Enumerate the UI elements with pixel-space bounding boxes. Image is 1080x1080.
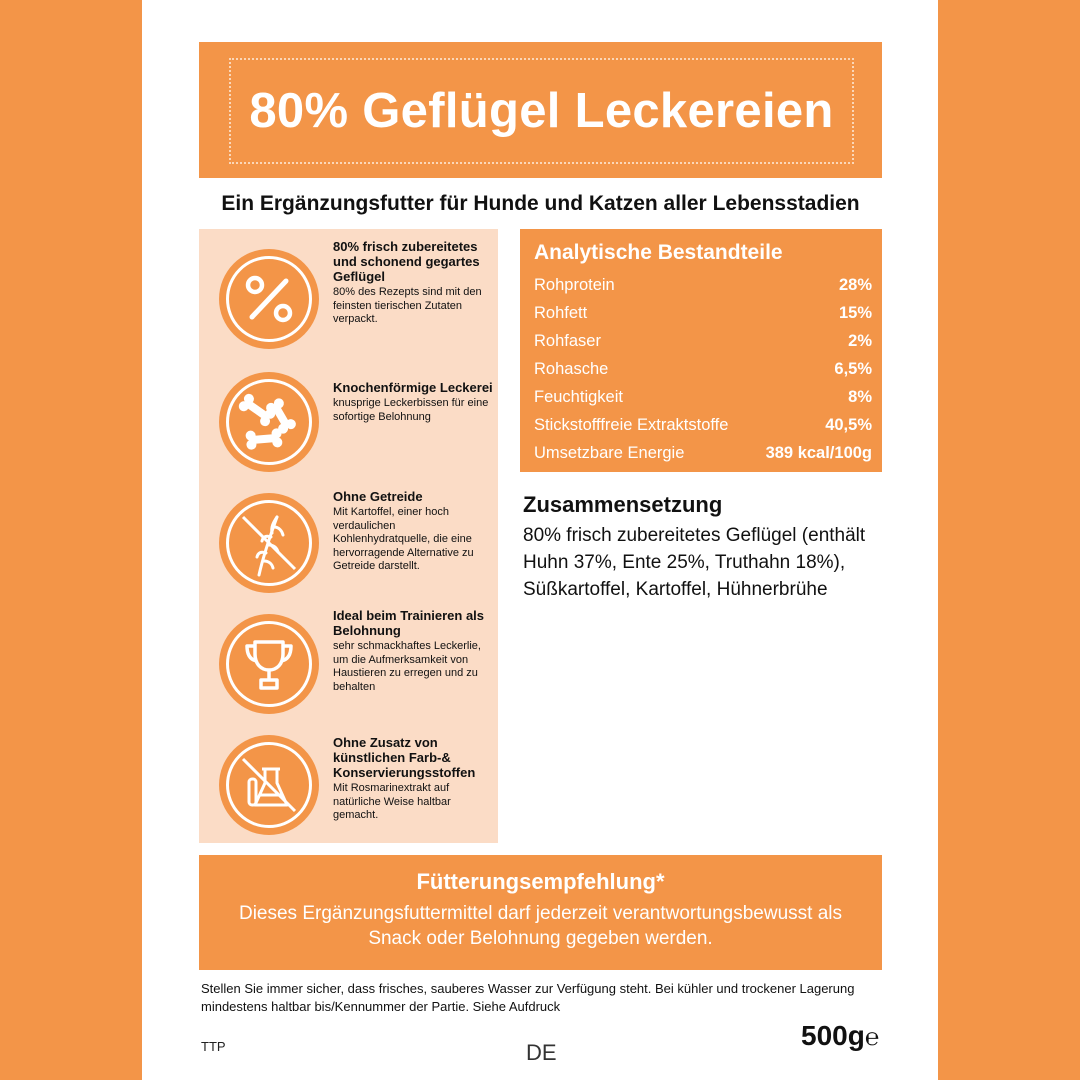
ttp-code: TTP	[201, 1039, 226, 1054]
feature-heading: Knochenförmige Leckerei	[333, 380, 493, 395]
page-title: 80% Geflügel Leckereien	[249, 84, 834, 138]
feature-item	[199, 239, 498, 359]
feature-description: Mit Kartoffel, einer hoch verdaulichen Kohlenhydratquelle, die eine hervorragende Alternative zu Getreide darstellt.	[333, 506, 474, 572]
feature-heading: 80% frisch zubereitetes und schonend gegartes Geflügel	[333, 239, 480, 284]
analysis-row	[534, 439, 872, 467]
feature-item	[199, 483, 498, 603]
analysis-label: Rohasche	[534, 359, 609, 378]
analysis-label: Stickstofffreie Extraktstoffe	[534, 415, 729, 434]
net-weight-value: 500g	[801, 1020, 865, 1051]
feature-item	[199, 362, 498, 482]
analysis-row	[534, 355, 872, 383]
analysis-row	[534, 299, 872, 327]
analysis-label: Rohfaser	[534, 331, 601, 350]
analysis-value: 28%	[838, 275, 872, 294]
feature-heading: Ohne Zusatz von künstlichen Farb-& Konservierungsstoffen	[333, 735, 476, 780]
percent-icon	[219, 249, 319, 349]
title-banner	[199, 42, 882, 178]
analysis-label: Feuchtigkeit	[534, 387, 623, 406]
estimated-sign: ℮	[864, 1024, 880, 1051]
feature-description: 80% des Rezepts sind mit den feinsten tierischen Zutaten verpackt.	[333, 286, 482, 325]
trophy-icon	[219, 614, 319, 714]
feature-item	[199, 604, 498, 724]
feature-heading: Ideal beim Trainieren als Belohnung	[333, 608, 485, 638]
composition-heading: Zusammensetzung	[523, 492, 723, 517]
feature-item	[199, 725, 498, 845]
bone-icon	[219, 372, 319, 472]
subtitle: Ein Ergänzungsfutter für Hunde und Katzen aller Lebensstadien	[221, 192, 860, 215]
feeding-banner	[199, 855, 882, 970]
features-panel	[199, 229, 498, 843]
analysis-row	[534, 271, 872, 299]
analysis-row	[534, 411, 872, 439]
language-code: DE	[526, 1040, 557, 1065]
analysis-value: 40,5%	[825, 415, 872, 434]
feeding-text: Dieses Ergänzungsfuttermittel darf jederzeit verantwortungsbewusst als Snack oder Belohnung gegeben werden.	[238, 903, 842, 949]
title-frame	[229, 58, 854, 164]
analysis-value: 2%	[848, 331, 872, 350]
analysis-row	[534, 383, 872, 411]
analysis-value: 8%	[848, 387, 872, 406]
analysis-value: 389 kcal/100g	[765, 443, 872, 462]
feature-description: knusprige Leckerbissen für eine sofortige Belohnung	[333, 397, 489, 423]
analysis-value: 15%	[838, 303, 872, 322]
analysis-heading: Analytische Bestandteile	[534, 241, 783, 264]
analysis-value: 6,5%	[834, 359, 872, 378]
analysis-table	[520, 229, 882, 472]
analysis-label: Rohfett	[534, 303, 588, 322]
net-weight	[801, 1020, 879, 1052]
feeding-heading: Fütterungsempfehlung*	[416, 869, 665, 894]
analysis-label: Umsetzbare Energie	[534, 443, 685, 462]
feature-description: sehr schmackhaftes Leckerlie, um die Aufmerksamkeit von Haustieren zu erregen und zu behalten	[333, 640, 481, 693]
analysis-label: Rohprotein	[534, 275, 615, 294]
no-additives-icon	[219, 735, 319, 835]
analysis-row	[534, 327, 872, 355]
feature-description: Mit Rosmarinextrakt auf natürliche Weise haltbar gemacht.	[333, 782, 451, 821]
composition-text: 80% frisch zubereitetes Geflügel (enthält Huhn 37%, Ente 25%, Truthahn 18%), Süßkartoffel, Kartoffel, Hühnerbrühe	[523, 525, 866, 600]
feature-heading: Ohne Getreide	[333, 489, 423, 504]
no-grain-icon	[219, 493, 319, 593]
storage-note: Stellen Sie immer sicher, dass frisches, sauberes Wasser zur Verfügung steht. Bei kühler und trockener Lagerung mindestens haltbar bis/Kennummer der Partie. Siehe Aufdruck	[201, 981, 855, 1014]
